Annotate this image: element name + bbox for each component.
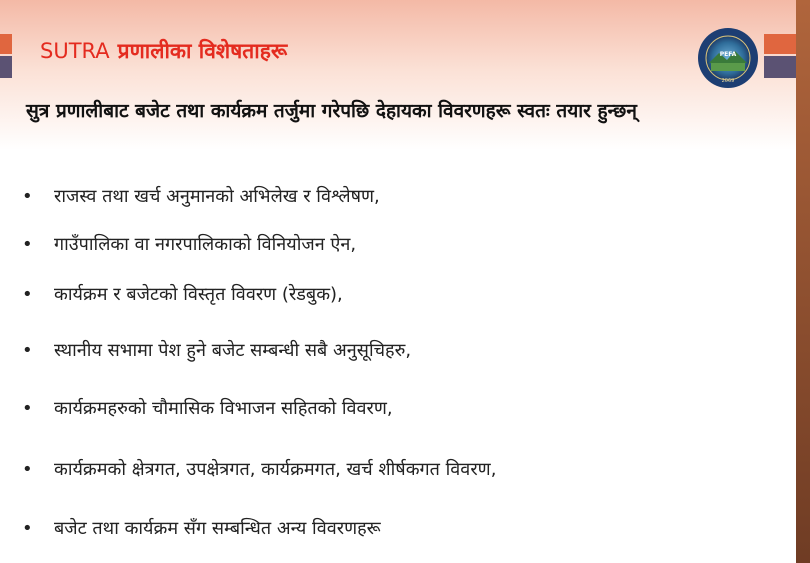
list-item	[22, 394, 393, 424]
list-item	[22, 455, 496, 485]
list-item	[22, 230, 356, 260]
right-accent-purple	[764, 56, 796, 78]
list-item-text: बजेट तथा कार्यक्रम सँग सम्बन्धित अन्य विवरणहरू	[54, 518, 381, 539]
bullet-icon: •	[22, 398, 33, 419]
list-item-text: कार्यक्रमहरुको चौमासिक विभाजन सहितको विवरण,	[54, 398, 393, 419]
bullet-icon: •	[22, 518, 33, 539]
subtitle: सुत्र प्रणालीबाट बजेट तथा कार्यक्रम तर्जुमा गरेपछि देहायका विवरणहरू स्वतः तयार हुन्छन्	[26, 100, 637, 122]
list-item	[22, 514, 381, 544]
bullet-icon: •	[22, 459, 33, 480]
peja-seal-icon	[697, 27, 759, 89]
title-prefix: SUTRA	[40, 39, 110, 63]
right-edge-bar	[796, 0, 810, 563]
logo-year: 2069	[721, 78, 735, 84]
list-item	[22, 182, 380, 212]
list-item	[22, 280, 343, 310]
bullet-icon: •	[22, 234, 33, 255]
left-accent-orange	[0, 34, 12, 54]
bullet-icon: •	[22, 340, 33, 361]
right-accent-orange	[764, 34, 796, 54]
list-item-text: स्थानीय सभामा पेश हुने बजेट सम्बन्धी सबै अनुसूचिहरु,	[54, 340, 412, 361]
list-item-text: कार्यक्रम र बजेटको विस्तृत विवरण (रेडबुक),	[54, 284, 343, 305]
bullet-icon: •	[22, 284, 33, 305]
title-main: प्रणालीका विशेषताहरू	[117, 39, 288, 63]
list-item	[22, 336, 411, 366]
list-item-text: गाउँपालिका वा नगरपालिकाको विनियोजन ऐन,	[54, 234, 357, 255]
bullet-icon: •	[22, 186, 33, 207]
list-item-text: कार्यक्रमको क्षेत्रगत, उपक्षेत्रगत, कार्यक्रमगत, खर्च शीर्षकगत विवरण,	[54, 459, 497, 480]
logo-text: PEFA	[719, 51, 737, 58]
left-accent-purple	[0, 56, 12, 78]
list-item-text: राजस्व तथा खर्च अनुमानको अभिलेख र विश्लेषण,	[54, 186, 380, 207]
slide-title	[40, 36, 287, 66]
